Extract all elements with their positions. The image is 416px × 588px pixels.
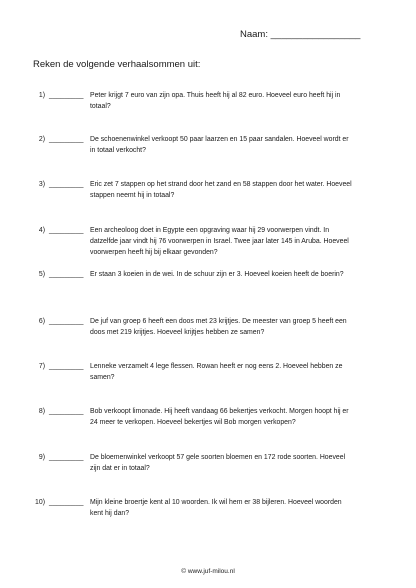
exercise-text (90, 452, 345, 474)
exercise-text (90, 90, 340, 112)
exercise-text-line: Peter krijgt 7 euro van zijn opa. Thuis heeft hij al 82 euro. Hoeveel euro heeft hij in (90, 92, 341, 99)
exercise-number: 10) (35, 499, 45, 506)
exercise-5 (0, 269, 416, 305)
exercise-number: 8) (38, 408, 45, 415)
copyright-footer: © www.juf-milou.nl (181, 568, 235, 575)
exercise-text-line: samen? (90, 374, 115, 381)
exercise-text-line: in totaal verkocht? (90, 147, 146, 154)
exercise-text (90, 497, 342, 519)
exercise-10 (0, 497, 416, 533)
exercise-number: 1) (38, 92, 45, 99)
exercise-number: 6) (38, 318, 45, 325)
exercise-2 (0, 134, 416, 170)
exercise-text (90, 269, 344, 280)
exercise-text (90, 406, 349, 428)
exercise-number: 2) (38, 136, 45, 143)
name-label: Naam: (240, 29, 268, 40)
exercise-text-line: Lenneke verzamelt 4 lege flessen. Rowan heeft er nog eens 2. Hoeveel hebben ze (90, 363, 343, 370)
exercise-1 (0, 90, 416, 126)
exercise-number: 7) (38, 363, 45, 370)
exercise-text-line: De juf van groep 6 heeft een doos met 23 krijtjes. De meester van groep 5 heeft een (90, 318, 347, 325)
answer-blank: _________ (49, 499, 84, 506)
exercise-3 (0, 179, 416, 215)
exercise-number: 5) (38, 271, 45, 278)
exercise-text (90, 316, 347, 338)
answer-blank: _________ (49, 92, 84, 99)
exercise-text-line: Er staan 3 koeien in de wei. In de schuur zijn er 3. Hoeveel koeien heeft de boerin? (90, 271, 344, 278)
answer-blank: _________ (49, 454, 84, 461)
exercise-number: 9) (38, 454, 45, 461)
exercise-4 (0, 225, 416, 261)
name-field (240, 28, 360, 41)
exercise-text (90, 134, 349, 156)
exercise-text-line: 24 meer te verkopen. Hoeveel bekertjes wil Bob morgen verkopen? (90, 419, 296, 426)
exercise-8 (0, 406, 416, 442)
exercise-text (90, 225, 349, 258)
exercise-text-line: doos met 219 krijtjes. Hoeveel krijtjes hebben ze samen? (90, 329, 265, 336)
exercise-text (90, 361, 342, 383)
answer-blank: _________ (49, 181, 84, 188)
exercise-text-line: voorwerpen heeft hij bij elkaar gevonden? (90, 249, 218, 256)
exercise-6 (0, 316, 416, 352)
instruction-heading: Reken de volgende verhaalsommen uit: (33, 59, 201, 70)
exercise-text-line: Een archeoloog doet in Egypte een opgraving waar hij 29 voorwerpen vindt. In (90, 227, 330, 234)
exercise-text-line: De schoenenwinkel verkoopt 50 paar laarzen en 15 paar sandalen. Hoeveel wordt er (90, 136, 349, 143)
exercise-number: 4) (38, 227, 45, 234)
answer-blank: _________ (49, 271, 84, 278)
exercise-text-line: stappen neemt hij in totaal? (90, 192, 175, 199)
exercise-7 (0, 361, 416, 397)
exercise-text-line: zijn dat er in totaal? (90, 465, 150, 472)
answer-blank: _________ (49, 227, 84, 234)
answer-blank: _________ (49, 318, 84, 325)
answer-blank: _________ (49, 363, 84, 370)
name-blank: _________________ (270, 29, 361, 40)
exercise-text-line: Mijn kleine broertje kent al 10 woorden. Ik wil hem er 38 bijleren. Hoeveel woorden (90, 499, 342, 506)
exercise-text-line: kent hij dan? (90, 510, 130, 517)
answer-blank: _________ (49, 408, 84, 415)
exercise-text-line: datzelfde jaar vindt hij 76 voorwerpen in Israel. Twee jaar later 145 in Aruba. Hoeveel (90, 238, 349, 245)
exercise-text-line: Bob verkoopt limonade. Hij heeft vandaag 66 bekertjes verkocht. Morgen hoopt hij er (90, 408, 349, 415)
answer-blank: _________ (49, 136, 84, 143)
exercise-text (90, 179, 352, 201)
exercise-number: 3) (38, 181, 45, 188)
exercise-9 (0, 452, 416, 488)
exercise-text-line: Eric zet 7 stappen op het strand door het zand en 58 stappen door het water. Hoeveel (90, 181, 352, 188)
exercise-text-line: De bloemenwinkel verkoopt 57 gele soorten bloemen en 172 rode soorten. Hoeveel (90, 454, 346, 461)
exercise-text-line: totaal? (90, 103, 111, 110)
